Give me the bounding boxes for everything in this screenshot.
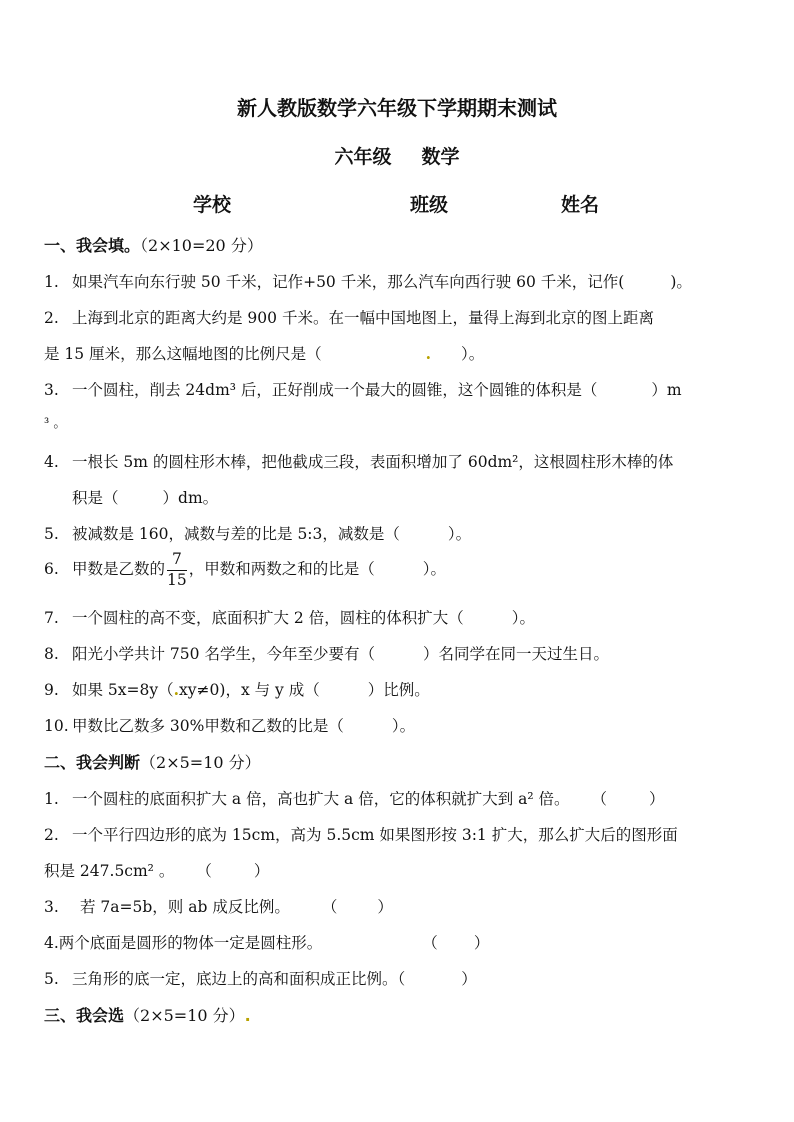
judge-question-1: 1. 一个圆柱的底面积扩大 a 倍，高也扩大 a 倍，它的体积就扩大到 a² 倍。 （ ） <box>44 790 665 808</box>
exam-subtitle <box>0 142 794 169</box>
judge-question-2: 2. 一个平行四边形的底为 15cm，高为 5.5cm 如果图形按 3:1 扩大，那么扩大后的图形面 <box>44 826 678 844</box>
fill-question-3: 3. 一个圆柱，削去 24dm³ 后，正好削成一个最大的圆锥，这个圆锥的体积是（ ）m <box>44 381 682 399</box>
fill-question-6: 6. 甲数是乙数的 $\frac{7}{15}$ ，甲数和两数之和的比是（ ）。 <box>44 550 447 589</box>
fill-question-10: 10. 甲数比乙数多 30%甲数和乙数的比是（ ）。 <box>44 717 416 735</box>
fill-question-3-cont: ³ 。 <box>44 416 67 431</box>
fill-question-4: 4. 一根长 5m 的圆柱形木棒，把他截成三段，表面积增加了 60dm²，这根圆柱形木棒的体 <box>44 453 674 471</box>
section-1-heading: 一、我会填。（2×10=20 分） <box>44 236 263 255</box>
grade-label: 六年级 <box>334 146 392 168</box>
section-3-heading: 三、我会选（2×5=10 分）. <box>44 1006 251 1025</box>
fraction-7-15: $\frac{7}{15}$ <box>167 550 187 589</box>
subject-label: 数学 <box>421 146 460 168</box>
school-label: 学校 <box>193 194 232 216</box>
fill-question-2: 2. 上海到北京的距离大约是 900 千米。在一幅中国地图上，量得上海到北京的图上距离 <box>44 309 654 327</box>
fill-question-5: 5. 被减数是 160，减数与差的比是 5:3，减数是（ ）。 <box>44 525 472 543</box>
class-label: 班级 <box>410 194 449 216</box>
fill-question-8: 8. 阳光小学共计 750 名学生，今年至少要有（ ）名同学在同一天过生日。 <box>44 645 609 663</box>
fill-question-9: 9. 如果 5x=8y（.xy≠0)，x 与 y 成（ ）比例。 <box>44 680 430 699</box>
section-2-heading: 二、我会判断（2×5=10 分） <box>44 753 261 772</box>
exam-title: 新人教版数学六年级下学期期末测试 <box>237 96 557 120</box>
fill-question-7: 7. 一个圆柱的高不变，底面积扩大 2 倍，圆柱的体积扩大（ ）。 <box>44 609 535 627</box>
fill-question-1: 1. 如果汽车向东行驶 50 千米，记作+50 千米，那么汽车向西行驶 60 千米，记作( )。 <box>44 273 692 291</box>
judge-question-5: 5. 三角形的底一定，底边上的高和面积成正比例。（ ） <box>44 970 477 988</box>
fill-question-2-cont: 是 15 厘米，那么这幅地图的比例尺是（ . ）。 <box>44 344 485 363</box>
judge-question-3: 3. 若 7a=5b，则 ab 成反比例。 （ ） <box>44 898 393 916</box>
fill-question-4-cont: 积是（ ）dm。 <box>72 489 219 507</box>
name-label: 姓名 <box>561 194 600 216</box>
judge-question-4: 4.两个底面是圆形的物体一定是圆柱形。 （ ） <box>44 934 490 952</box>
judge-question-2-cont: 积是 247.5cm² 。 （ ） <box>44 862 270 880</box>
